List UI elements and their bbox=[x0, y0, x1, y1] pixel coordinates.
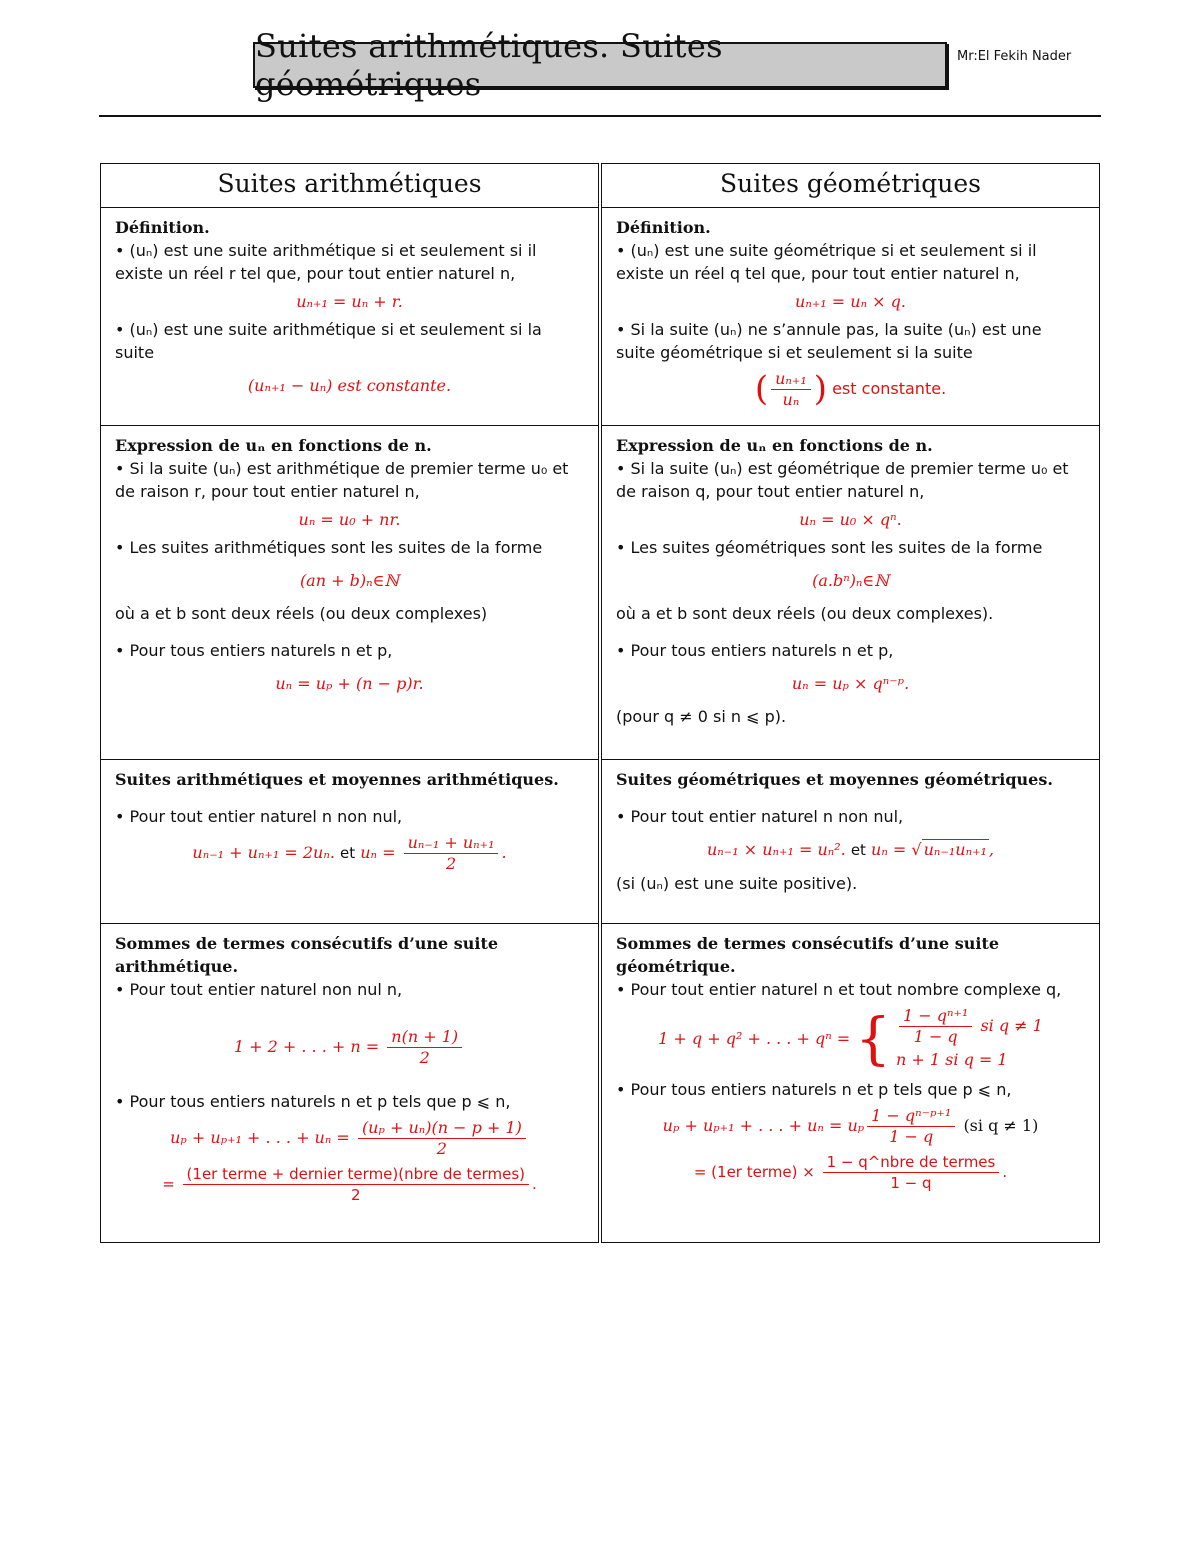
sommes-geo-f2-num: 1 − qⁿ⁻ᵖ⁺¹ bbox=[867, 1106, 955, 1127]
expression-geo-cell bbox=[600, 426, 1100, 760]
moyennes-arith-title: Suites arithmétiques et moyennes arithmétiques. bbox=[115, 770, 559, 789]
sommes-geo-cell bbox=[600, 924, 1100, 1243]
definition-arith-p2: • (uₙ) est une suite arithmétique si et seulement si la suite bbox=[115, 320, 542, 362]
author-label: Mr:El Fekih Nader bbox=[957, 49, 1072, 64]
definition-geo-formula2: ( $\frac{\text{uₙ₊₁}}{\text{uₙ}}$ ) est constante. bbox=[754, 369, 947, 409]
sommes-geo-title: Sommes de termes consécutifs d’une suite géométrique. bbox=[616, 934, 1000, 976]
expression-geo-p1: • Si la suite (uₙ) est géométrique de premier terme u₀ et de raison q, pour tout entier naturel n, bbox=[616, 459, 1069, 501]
definition-arith-cell bbox=[101, 208, 601, 426]
sommes-arith-f2-lhs: uₚ + uₚ₊₁ + . . . + uₙ = bbox=[170, 1128, 350, 1147]
sommes-geo-case1-cond: si q ≠ 1 bbox=[980, 1016, 1043, 1035]
expression-arith-p4: • Pour tous entiers naturels n et p, bbox=[115, 641, 393, 660]
expression-arith-cell bbox=[101, 426, 601, 760]
sommes-arith-p2: • Pour tous entiers naturels n et p tels que p ⩽ n, bbox=[115, 1092, 511, 1111]
sommes-arith-p1: • Pour tout entier naturel non nul n, bbox=[115, 980, 403, 999]
expression-arith-formula3: uₙ = uₚ + (n − p)r. bbox=[275, 674, 424, 693]
expression-arith-p2: • Les suites arithmétiques sont les suites de la forme bbox=[115, 538, 543, 557]
moyennes-arith-cell bbox=[101, 760, 601, 924]
expression-arith-formula2: (an + b)ₙ∈ℕ bbox=[299, 571, 400, 590]
sommes-geo-f3-den: 1 − q bbox=[890, 1174, 932, 1192]
sommes-arith-f2-num: (uₚ + uₙ)(n − p + 1) bbox=[358, 1118, 526, 1139]
definition-arith-p1: • (uₙ) est une suite arithmétique si et seulement si il existe un réel r tel que, pour tout entier naturel n, bbox=[115, 241, 537, 283]
col-header-arith: Suites arithmétiques bbox=[101, 164, 601, 208]
definition-geo-formula1: uₙ₊₁ = uₙ × q. bbox=[795, 292, 906, 311]
sommes-geo-f3-num: 1 − q^nbre de termes bbox=[823, 1152, 1000, 1173]
moyennes-arith-num: uₙ₋₁ + uₙ₊₁ bbox=[404, 833, 499, 854]
sommes-arith-f2-den: 2 bbox=[436, 1139, 447, 1158]
expression-geo-formula3: uₙ = uₚ × qⁿ⁻ᵖ. bbox=[791, 674, 910, 693]
sommes-geo-case1-den: 1 − q bbox=[913, 1027, 958, 1046]
expression-geo-p5: (pour q ≠ 0 si n ⩽ p). bbox=[616, 707, 787, 726]
page-title bbox=[253, 27, 947, 103]
header-row bbox=[101, 164, 1100, 208]
moyennes-arith-p1: • Pour tout entier naturel n non nul, bbox=[115, 807, 403, 826]
sommes-arith-f1-lhs: 1 + 2 + . . . + n = bbox=[233, 1037, 380, 1056]
sommes-geo-p2: • Pour tous entiers naturels n et p tels que p ⩽ n, bbox=[616, 1080, 1012, 1099]
sommes-arith-formula1 bbox=[115, 1027, 584, 1068]
moyennes-geo-et: et bbox=[850, 841, 866, 859]
sommes-geo-formula3: = (1er terme) × $\frac{\text{1 − q\textasciicircum{}nbre de termes}}{1 - q}$ . bbox=[693, 1153, 1008, 1192]
moyennes-arith-left: uₙ₋₁ + uₙ₊₁ = 2uₙ. bbox=[192, 843, 335, 862]
sommes-arith-formula2 bbox=[115, 1118, 584, 1159]
sommes-arith-f3-den: 2 bbox=[351, 1186, 361, 1204]
moyennes-arith-rhs: uₙ = bbox=[360, 843, 396, 862]
definition-arith-formula2: (uₙ₊₁ − uₙ) est constante. bbox=[247, 376, 452, 395]
moyennes-geo-rhs: uₙ = bbox=[871, 840, 907, 859]
definition-title-geo: Définition. bbox=[616, 218, 711, 237]
expression-geo-p3: où a et b sont deux réels (ou deux complexes). bbox=[616, 604, 994, 623]
sommes-arith-formula3: = $\frac{\text{(1er terme + dernier terme)(nbre de termes)}}{2}$ . bbox=[162, 1165, 537, 1204]
summary-table bbox=[100, 163, 1100, 1243]
sommes-geo-f2-cond: (si q ≠ 1) bbox=[963, 1116, 1039, 1135]
header-rule bbox=[99, 115, 1101, 117]
sommes-arith-cell bbox=[101, 924, 601, 1243]
moyennes-arith-formula: uₙ₋₁ + uₙ₊₁ = 2uₙ. et uₙ = $\frac{\text{uₙ₋₁ + uₙ₊₁}}{2}$ . bbox=[192, 833, 507, 873]
sommes-arith-f1-den: 2 bbox=[419, 1048, 430, 1067]
sommes-geo-f1-lhs: 1 + q + q² + . . . + qⁿ = bbox=[658, 1029, 851, 1048]
col-header-geo: Suites géométriques bbox=[600, 164, 1100, 208]
sommes-arith-f1-num: n(n + 1) bbox=[387, 1027, 462, 1048]
definition-geo-cell bbox=[600, 208, 1100, 426]
sommes-geo-case1-num: 1 − qⁿ⁺¹ bbox=[899, 1006, 972, 1027]
sommes-geo-f2-lhs: uₚ + uₚ₊₁ + . . . + uₙ = uₚ bbox=[662, 1116, 865, 1135]
expression-row bbox=[101, 426, 1100, 760]
moyennes-geo-cell bbox=[600, 760, 1100, 924]
sommes-row bbox=[101, 924, 1100, 1243]
definition-geo-p1: • (uₙ) est une suite géométrique si et seulement si il existe un réel q tel que, pour tout entier naturel n, bbox=[616, 241, 1037, 283]
moyennes-geo-p2: (si (uₙ) est une suite positive). bbox=[616, 874, 858, 893]
moyennes-arith-den: 2 bbox=[445, 854, 457, 873]
expression-geo-p2: • Les suites géométriques sont les suites de la forme bbox=[616, 538, 1043, 557]
sommes-geo-p1: • Pour tout entier naturel n et tout nombre complexe q, bbox=[616, 980, 1062, 999]
expression-title: Expression de uₙ en fonctions de n. bbox=[115, 436, 432, 455]
expression-arith-p3: où a et b sont deux réels (ou deux complexes) bbox=[115, 604, 488, 623]
sommes-arith-f3-lhs: = bbox=[162, 1175, 175, 1193]
ratio-den: uₙ bbox=[782, 390, 800, 409]
expression-geo-formula1: uₙ = u₀ × qⁿ. bbox=[799, 510, 902, 529]
sommes-arith-f3-num: (1er terme + dernier terme)(nbre de termes) bbox=[183, 1164, 529, 1185]
expression-geo-formula2: (a.bⁿ)ₙ∈ℕ bbox=[812, 571, 889, 590]
moyennes-geo-sqrt: uₙ₋₁uₙ₊₁ bbox=[923, 840, 987, 859]
definition-title: Définition. bbox=[115, 218, 210, 237]
definition-row bbox=[101, 208, 1100, 426]
moyennes-geo-formula: uₙ₋₁ × uₙ₊₁ = uₙ². et uₙ = √ uₙ₋₁uₙ₊₁ , bbox=[706, 840, 995, 859]
moyennes-row bbox=[101, 760, 1100, 924]
sommes-arith-title: Sommes de termes consécutifs d’une suite arithmétique. bbox=[115, 934, 499, 976]
sommes-geo-f3-lhs: = (1er terme) × bbox=[693, 1163, 815, 1181]
definition-geo-p2: • Si la suite (uₙ) ne s’annule pas, la suite (uₙ) est une suite géométrique si et seulement si la suite bbox=[616, 320, 1042, 362]
sommes-geo-f2-den: 1 − q bbox=[889, 1127, 934, 1146]
expression-title-geo: Expression de uₙ en fonctions de n. bbox=[616, 436, 933, 455]
expression-arith-formula1: uₙ = u₀ + nr. bbox=[298, 510, 401, 529]
moyennes-geo-left: uₙ₋₁ × uₙ₊₁ = uₙ². bbox=[706, 840, 846, 859]
sommes-geo-formula2 bbox=[616, 1106, 1085, 1147]
expression-geo-p4: • Pour tous entiers naturels n et p, bbox=[616, 641, 894, 660]
page-title-text: Suites arithmétiques. Suites géométriques bbox=[255, 27, 723, 103]
expression-arith-p1: • Si la suite (uₙ) est arithmétique de premier terme u₀ et de raison r, pour tout entier naturel n, bbox=[115, 459, 569, 501]
ratio-num: uₙ₊₁ bbox=[771, 369, 811, 390]
moyennes-geo-title: Suites géométriques et moyennes géométriques. bbox=[616, 770, 1053, 789]
sommes-geo-case2: n + 1 si q = 1 bbox=[896, 1050, 1008, 1069]
moyennes-geo-p1: • Pour tout entier naturel n non nul, bbox=[616, 807, 904, 826]
definition-arith-formula1: uₙ₊₁ = uₙ + r. bbox=[296, 292, 403, 311]
sommes-geo-formula1: 1 + q + q² + . . . + qⁿ = { $\frac{\text{1 − qⁿ⁺¹}}{1 - q}$ si q ≠ 1 n + 1 si q = 1 bbox=[658, 1006, 1043, 1072]
ratio-tail: est constante. bbox=[832, 379, 947, 398]
moyennes-arith-et: et bbox=[340, 844, 356, 862]
